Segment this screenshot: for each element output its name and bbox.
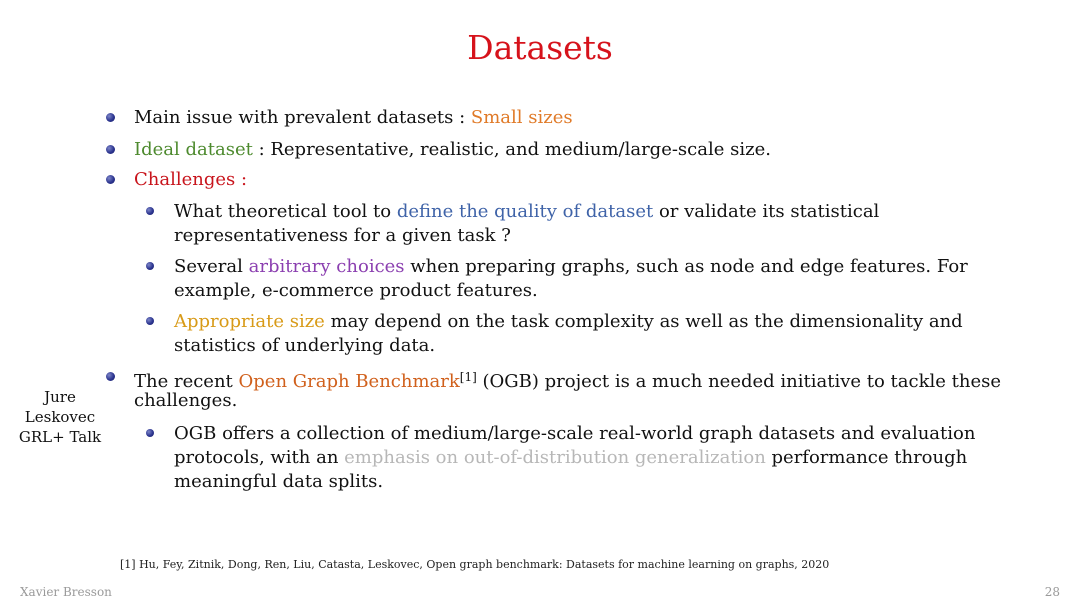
ideal-dataset-highlight: Ideal dataset [134,139,253,160]
bullet-ideal-dataset: Ideal dataset : Representative, realistic, and medium/large-scale size. [134,139,771,160]
sub-bullet-ogb-offers-cont: protocols, with an emphasis on out-of-distribution generalization performance through [174,447,968,468]
citation-marker: [1] [459,370,477,384]
footnote: [1] Hu, Fey, Zitnik, Dong, Ren, Liu, Catasta, Leskovec, Open graph benchmark: Datasets for machine learning on graphs, 2020 [120,558,830,571]
page-number: 28 [1044,585,1060,599]
bullet-ogb-cont: challenges. [134,390,238,411]
sub-bullet-size: Appropriate size may depend on the task complexity as well as the dimensionality and [174,311,963,332]
bullet-icon [106,145,115,154]
sub-bullet-quality-cont: representativeness for a given task ? [174,225,511,246]
open-graph-benchmark-highlight: Open Graph Benchmark [238,371,460,392]
sub-bullet-icon [146,317,154,325]
small-sizes-highlight: Small sizes [470,107,573,128]
sub-bullet-arbitrary-cont: example, e-commerce product features. [174,280,538,301]
sub-bullet-icon [146,429,154,437]
side-note-line1: Jure Leskovec [24,388,96,426]
sub-bullet-size-cont: statistics of underlying data. [174,335,436,356]
bullet-icon [106,113,115,122]
bullet-icon [106,175,115,184]
side-note-line2: GRL+ Talk [18,428,102,446]
sub-bullet-quality: What theoretical tool to define the quality of dataset or validate its statistical [174,201,880,222]
side-note [10,387,110,447]
sub-bullet-icon [146,207,154,215]
define-quality-highlight: define the quality of dataset [396,201,654,222]
sub-bullet-arbitrary: Several arbitrary choices when preparing graphs, such as node and edge features. For [174,256,968,277]
appropriate-size-highlight: Appropriate size [174,311,325,332]
arbitrary-choices-highlight: arbitrary choices [248,256,405,277]
sub-bullet-icon [146,262,154,270]
sub-bullet-ogb-offers-cont2: meaningful data splits. [174,471,384,492]
author-name: Xavier Bresson [20,585,112,599]
emphasis-highlight: emphasis on out-of-distribution generalization [344,447,766,468]
bullet-challenges: Challenges : [134,169,248,190]
bullet-main-issue: Main issue with prevalent datasets : Small sizes [134,107,573,128]
sub-bullet-ogb-offers: OGB offers a collection of medium/large-scale real-world graph datasets and evaluation [174,423,976,444]
bullet-ogb: The recent Open Graph Benchmark[1] (OGB) project is a much needed initiative to tackle these [134,370,1002,392]
slide-title: Datasets [467,28,613,67]
bullet-icon [106,372,115,381]
